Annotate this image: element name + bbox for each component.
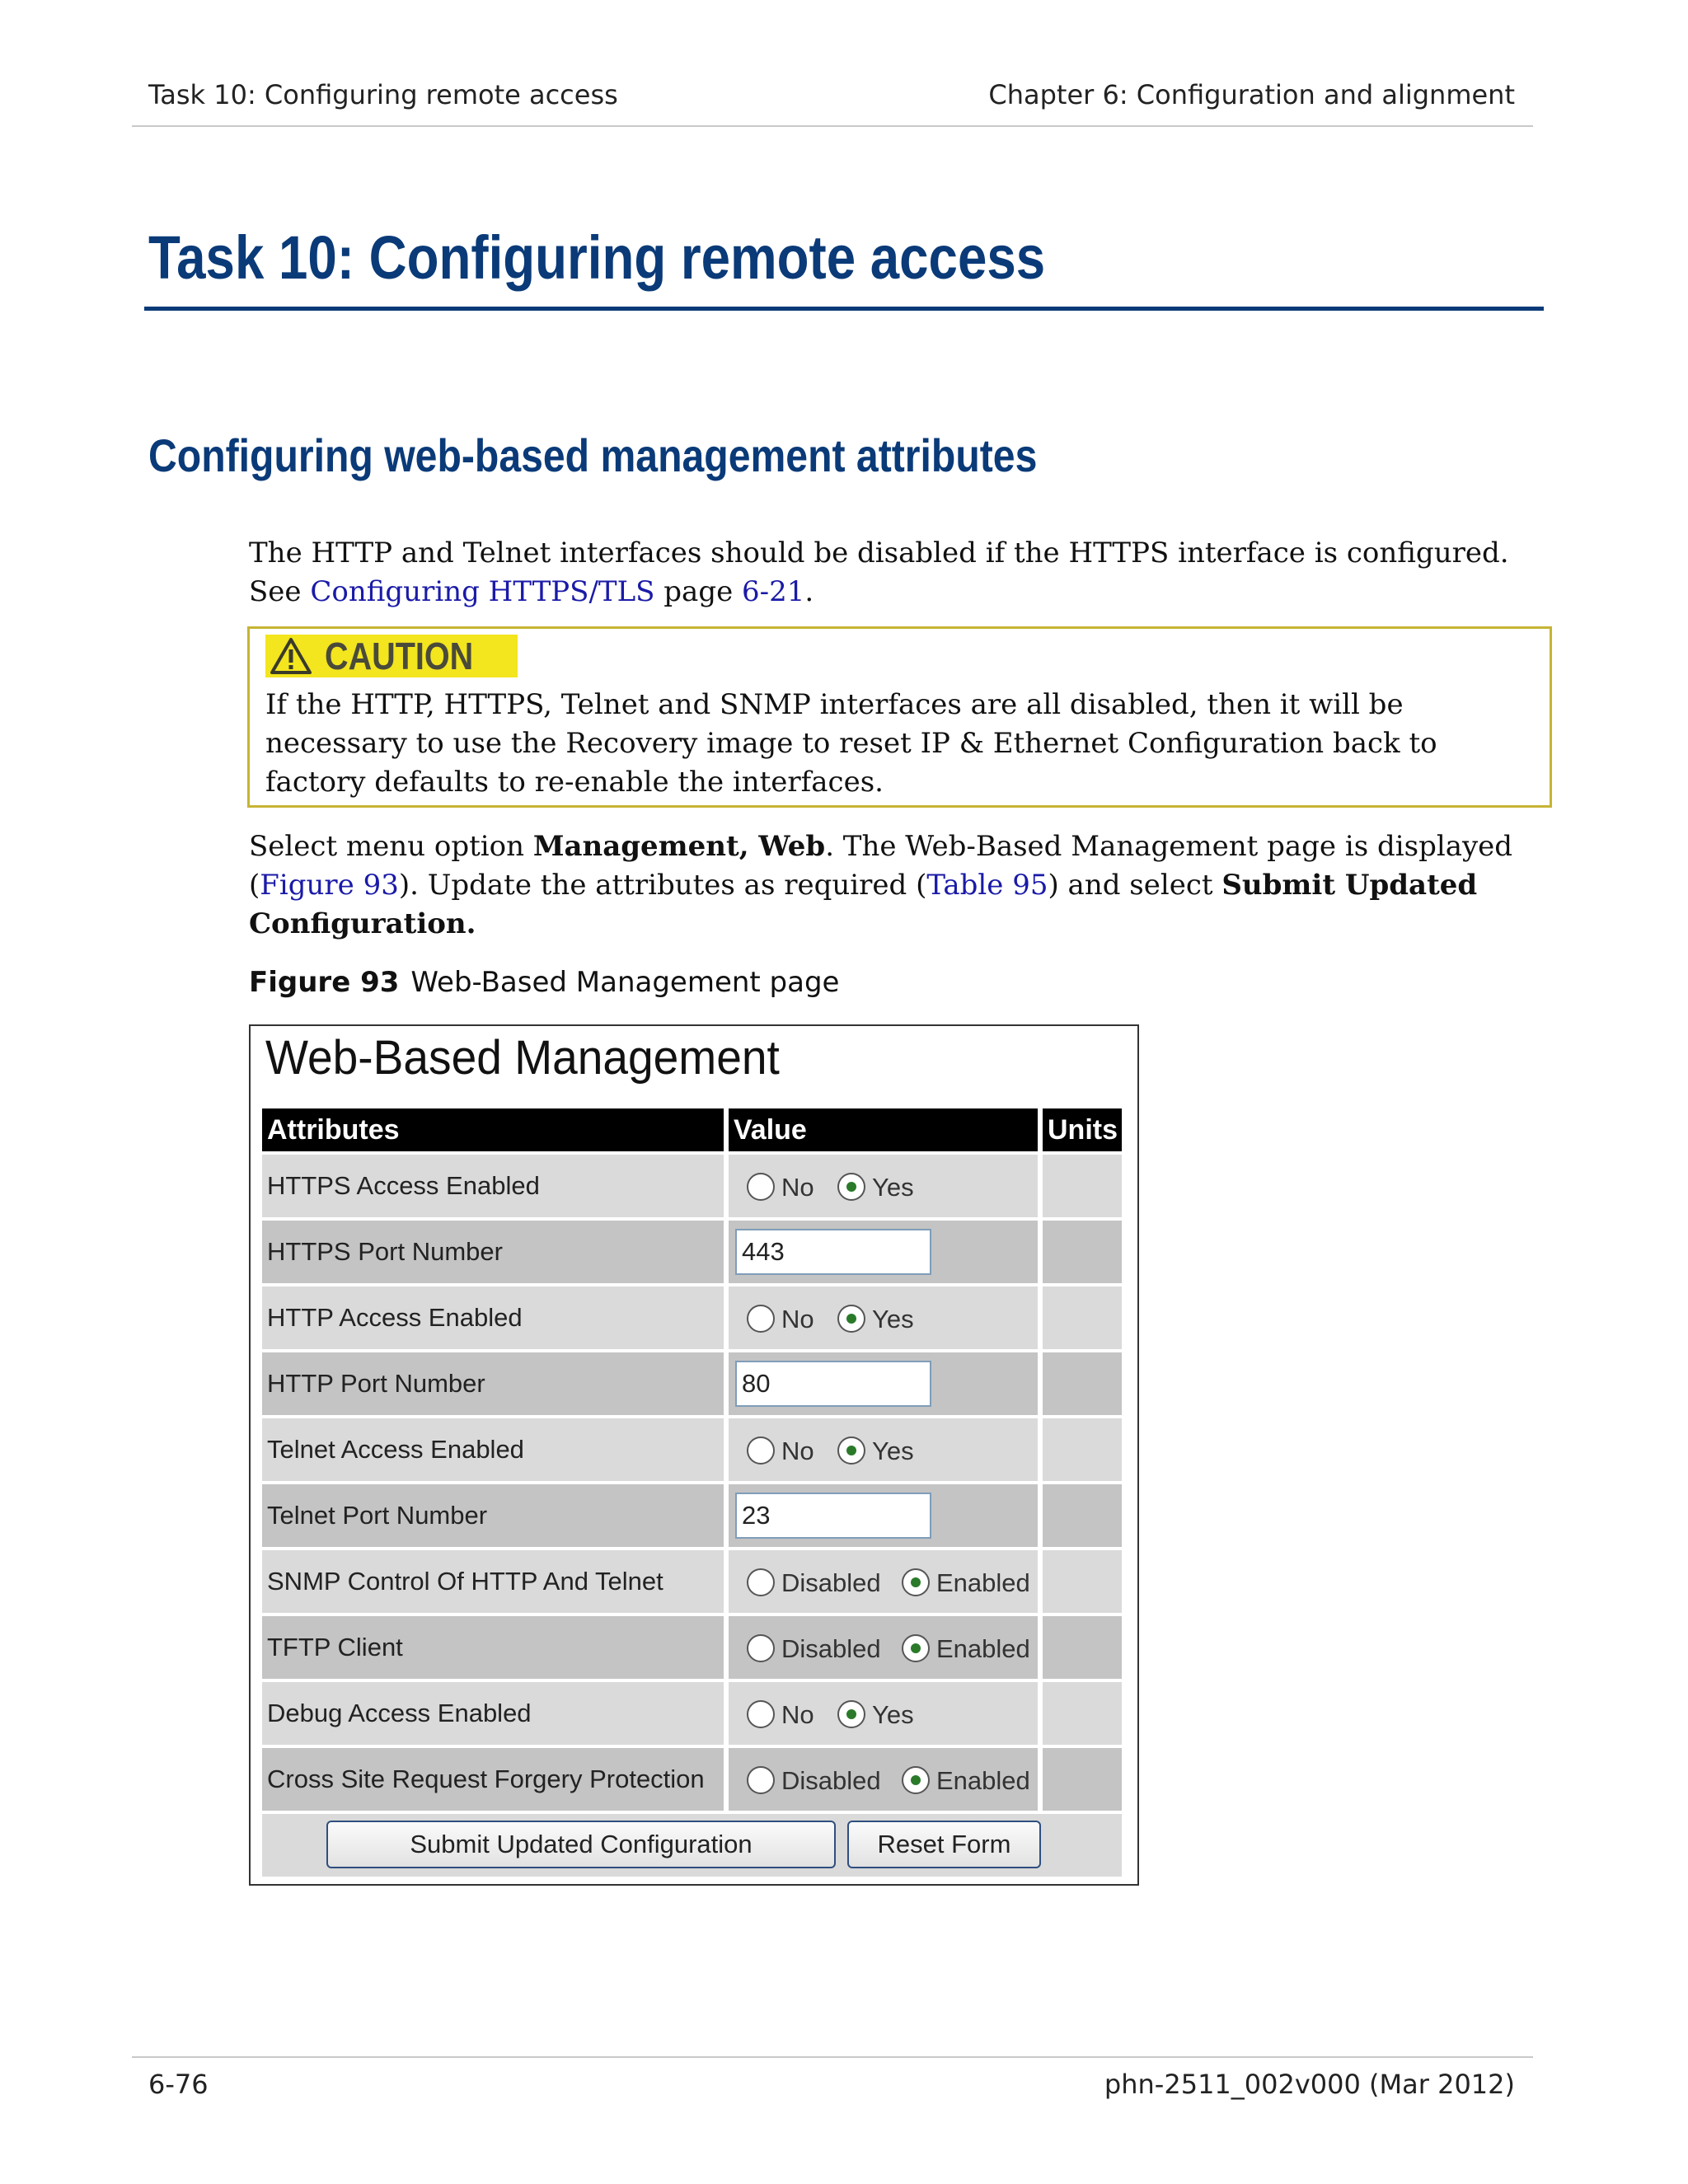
caution-text: If the HTTP, HTTPS, Telnet and SNMP interfaces are all disabled, then it will be necessary to use the Recovery image to reset IP & Ethernet Configuration back to factory defaults to re-enable the interfaces. <box>265 688 1437 799</box>
radio-option-no[interactable] <box>747 1700 775 1728</box>
radio-option-yes[interactable] <box>837 1305 865 1333</box>
instr-text-4: ) and select <box>1048 869 1222 902</box>
radio-label: No <box>781 1436 814 1465</box>
instr-text-2: . The Web-Based Management page is displayed ( <box>249 830 1513 902</box>
attribute-label: SNMP Control Of HTTP And Telnet <box>262 1550 724 1613</box>
link-page-6-21[interactable]: 6-21 <box>742 575 805 608</box>
header-divider <box>132 125 1533 127</box>
table-row <box>262 1616 1122 1682</box>
table-row <box>262 1155 1122 1221</box>
radio-label: No <box>781 1700 814 1729</box>
radio-label: Yes <box>872 1173 914 1202</box>
link-figure-93[interactable]: Figure 93 <box>260 869 399 902</box>
attributes-table <box>262 1155 1122 1814</box>
units-cell <box>1043 1748 1122 1811</box>
attribute-label: HTTPS Port Number <box>262 1221 724 1283</box>
submit-bold: Submit Updated Configuration. <box>249 869 1478 940</box>
units-cell <box>1043 1155 1122 1217</box>
radio-option-yes[interactable] <box>837 1436 865 1465</box>
table-row <box>262 1550 1122 1616</box>
column-header-value: Value <box>729 1108 1038 1151</box>
port-number-input[interactable]: 23 <box>735 1493 931 1539</box>
units-cell <box>1043 1221 1122 1283</box>
attribute-label: Telnet Access Enabled <box>262 1418 724 1481</box>
table-row <box>262 1418 1122 1484</box>
radio-option-disabled[interactable] <box>747 1766 775 1794</box>
submit-updated-configuration-button[interactable]: Submit Updated Configuration <box>326 1821 836 1868</box>
port-number-input[interactable]: 443 <box>735 1229 931 1275</box>
radio-label: Yes <box>872 1700 914 1729</box>
page-word: page <box>654 575 743 608</box>
value-cell <box>729 1155 1038 1217</box>
table-row <box>262 1286 1122 1352</box>
period: . <box>804 575 814 608</box>
intro-line-2 <box>249 573 1543 612</box>
attribute-label: Debug Access Enabled <box>262 1682 724 1745</box>
page-title: Task 10: Configuring remote access <box>148 223 1046 292</box>
figure-caption-text: Web-Based Management page <box>410 966 840 999</box>
port-number-input[interactable]: 80 <box>735 1361 931 1407</box>
footer-divider <box>132 2056 1533 2058</box>
column-header-attributes: Attributes <box>262 1108 724 1151</box>
radio-label: Disabled <box>781 1568 881 1597</box>
radio-option-yes[interactable] <box>837 1173 865 1201</box>
value-cell <box>729 1682 1038 1745</box>
title-underline <box>144 307 1544 311</box>
attribute-label: Telnet Port Number <box>262 1484 724 1547</box>
radio-option-disabled[interactable] <box>747 1568 775 1596</box>
column-header-units: Units <box>1043 1108 1122 1151</box>
radio-option-disabled[interactable] <box>747 1634 775 1662</box>
radio-label: Disabled <box>781 1634 881 1663</box>
link-configuring-https-tls[interactable]: Configuring HTTPS/TLS <box>310 575 655 608</box>
intro-paragraph <box>249 534 1543 612</box>
table-row <box>262 1352 1122 1418</box>
value-cell <box>729 1418 1038 1481</box>
value-cell <box>729 1221 1038 1283</box>
attribute-label: HTTP Access Enabled <box>262 1286 724 1349</box>
radio-label: Enabled <box>936 1568 1030 1597</box>
page-number: 6-76 <box>148 2069 209 2100</box>
value-cell <box>729 1352 1038 1415</box>
attribute-label: HTTPS Access Enabled <box>262 1155 724 1217</box>
value-cell <box>729 1616 1038 1679</box>
attribute-label: HTTP Port Number <box>262 1352 724 1415</box>
table-row <box>262 1484 1122 1550</box>
intro-line-1: The HTTP and Telnet interfaces should be disabled if the HTTPS interface is configured. <box>249 537 1509 569</box>
attribute-label: Cross Site Request Forgery Protection <box>262 1748 724 1811</box>
instr-text-1: Select menu option <box>249 830 533 863</box>
section-heading: Configuring web-based management attributes <box>148 429 1038 481</box>
radio-label: Yes <box>872 1436 914 1465</box>
radio-option-enabled[interactable] <box>902 1766 930 1794</box>
attribute-label: TFTP Client <box>262 1616 724 1679</box>
reset-form-button[interactable]: Reset Form <box>847 1821 1041 1868</box>
units-cell <box>1043 1286 1122 1349</box>
units-cell <box>1043 1550 1122 1613</box>
radio-label: Disabled <box>781 1766 881 1795</box>
instr-text-3: ). Update the attributes as required ( <box>398 869 927 902</box>
value-cell <box>729 1484 1038 1547</box>
link-table-95[interactable]: Table 95 <box>926 869 1048 902</box>
radio-label: Enabled <box>936 1634 1030 1663</box>
radio-label: No <box>781 1173 814 1202</box>
value-cell <box>729 1550 1038 1613</box>
units-cell <box>1043 1616 1122 1679</box>
screenshot-title: Web-Based Management <box>265 1031 780 1085</box>
table-row <box>262 1748 1122 1814</box>
units-cell <box>1043 1484 1122 1547</box>
caution-label: CAUTION <box>325 635 474 677</box>
running-header-right: Chapter 6: Configuration and alignment <box>988 79 1515 110</box>
warning-triangle-icon <box>270 637 312 675</box>
figure-caption <box>249 966 839 999</box>
value-cell <box>729 1286 1038 1349</box>
units-cell <box>1043 1352 1122 1415</box>
radio-option-no[interactable] <box>747 1173 775 1201</box>
menu-option-bold: Management, Web <box>532 830 826 863</box>
radio-label: No <box>781 1305 814 1333</box>
instruction-paragraph <box>249 827 1543 944</box>
radio-option-enabled[interactable] <box>902 1634 930 1662</box>
radio-option-enabled[interactable] <box>902 1568 930 1596</box>
units-cell <box>1043 1418 1122 1481</box>
radio-option-no[interactable] <box>747 1436 775 1465</box>
see-text: See <box>249 575 311 608</box>
radio-option-no[interactable] <box>747 1305 775 1333</box>
radio-option-yes[interactable] <box>837 1700 865 1728</box>
table-row <box>262 1682 1122 1748</box>
value-cell <box>729 1748 1038 1811</box>
table-row <box>262 1221 1122 1286</box>
running-header-left: Task 10: Configuring remote access <box>148 79 618 110</box>
units-cell <box>1043 1682 1122 1745</box>
radio-label: Enabled <box>936 1766 1030 1795</box>
document-id: phn-2511_002v000 (Mar 2012) <box>1104 2069 1515 2100</box>
radio-label: Yes <box>872 1305 914 1333</box>
figure-label: Figure 93 <box>249 966 400 999</box>
